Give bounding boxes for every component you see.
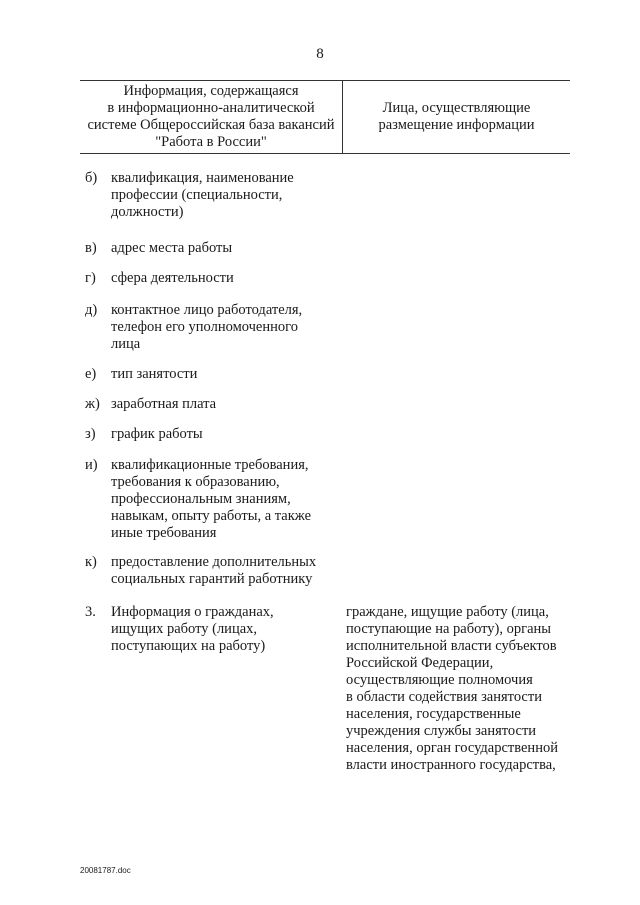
item-line: тип занятости [111, 366, 198, 382]
item-marker: д) [85, 302, 98, 318]
item-line: профессии (специальности, [111, 187, 283, 203]
item-line: навыкам, опыту работы, а также [111, 508, 312, 524]
item-marker: з) [85, 426, 96, 442]
header-column-information [80, 81, 343, 153]
section-3-title [85, 604, 341, 655]
item-line: заработная плата [111, 396, 217, 412]
item-line: предоставление дополнительных [111, 554, 317, 570]
item-marker: б) [85, 170, 98, 186]
section-line: исполнительной власти субъектов [346, 638, 557, 654]
section-3-left-text [111, 604, 341, 655]
document-footer: 20081787.doc [80, 866, 131, 875]
item-line: сфера деятельности [111, 270, 234, 286]
item-marker: к) [85, 554, 97, 570]
item-line: требования к образованию, [111, 474, 280, 490]
item-line: лица [111, 336, 141, 352]
section-line: учреждения службы занятости [346, 723, 537, 739]
item-marker: е) [85, 366, 97, 382]
item-line: квалификация, наименование [111, 170, 294, 186]
item-text [111, 396, 341, 413]
header-column-persons [343, 81, 570, 153]
item-text [111, 170, 341, 221]
item-line: график работы [111, 426, 203, 442]
item-text [111, 302, 341, 353]
list-item-g [85, 270, 341, 287]
section-marker: 3. [85, 604, 96, 620]
header-right-line: Лица, осуществляющие [382, 100, 531, 116]
item-line: социальных гарантий работнику [111, 571, 313, 587]
item-line: должности) [111, 204, 184, 220]
item-line: квалификационные требования, [111, 457, 309, 473]
header-right-line: размещение информации [378, 117, 535, 133]
list-item-i [85, 457, 341, 542]
header-left-line: Информация, содержащаяся [123, 83, 299, 99]
page-number: 8 [316, 46, 324, 62]
item-marker: и) [85, 457, 98, 473]
section-line: поступающие на работу), органы [346, 621, 552, 637]
list-item-k [85, 554, 341, 588]
section-line: Информация о гражданах, [111, 604, 274, 620]
section-3-persons [346, 604, 574, 774]
item-line: профессиональным знаниям, [111, 491, 291, 507]
header-left-line: системе Общероссийская база вакансий [87, 117, 335, 133]
section-line: власти иностранного государства, [346, 757, 556, 773]
item-line: контактное лицо работодателя, [111, 302, 303, 318]
item-text [111, 270, 341, 287]
list-item-e [85, 366, 341, 383]
item-text [111, 554, 341, 588]
list-item-v [85, 240, 341, 257]
item-marker: ж) [85, 396, 100, 412]
table-header [80, 80, 570, 154]
header-left-line: "Работа в России" [155, 134, 267, 150]
section-line: Российской Федерации, [346, 655, 494, 671]
list-item-b [85, 170, 341, 221]
item-marker: в) [85, 240, 97, 256]
item-line: адрес места работы [111, 240, 233, 256]
section-line: населения, государственные [346, 706, 521, 722]
section-line: граждане, ищущие работу (лица, [346, 604, 549, 620]
item-text [111, 457, 341, 542]
item-text [111, 426, 341, 443]
item-line: телефон его уполномоченного [111, 319, 298, 335]
item-line: иные требования [111, 525, 217, 541]
item-text [111, 240, 341, 257]
item-marker: г) [85, 270, 96, 286]
section-line: в области содействия занятости [346, 689, 542, 705]
list-item-zh [85, 396, 341, 413]
header-left-line: в информационно-аналитической [107, 100, 315, 116]
section-line: поступающих на работу) [111, 638, 266, 654]
list-item-z [85, 426, 341, 443]
list-item-d [85, 302, 341, 353]
item-text [111, 366, 341, 383]
section-line: ищущих работу (лицах, [111, 621, 258, 637]
section-line: населения, орган государственной [346, 740, 558, 756]
section-line: осуществляющие полномочия [346, 672, 533, 688]
